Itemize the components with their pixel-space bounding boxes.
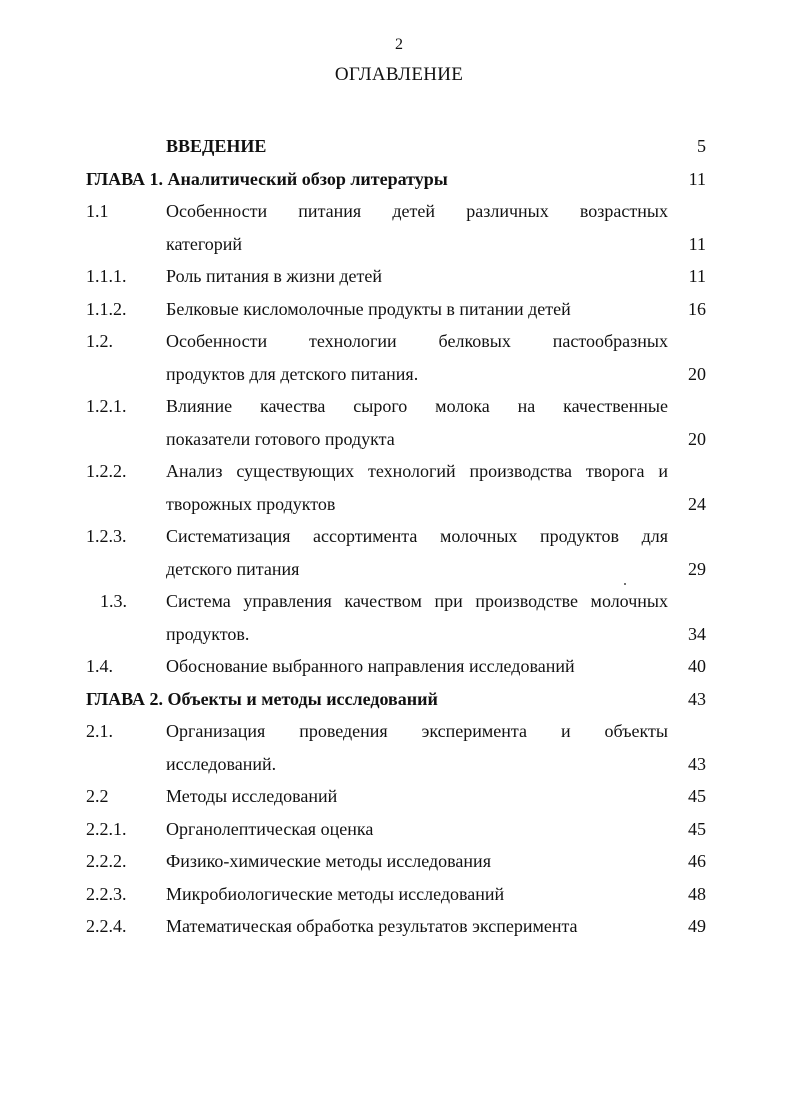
entry-page: 16 xyxy=(688,298,706,319)
entry-title-line1: Организация проведения эксперимента и объекты xyxy=(166,721,668,741)
page-title: ОГЛАВЛЕНИЕ xyxy=(334,64,464,85)
entry-title-line2: показатели готового продукта xyxy=(166,428,395,449)
entry-title-line2: исследований. xyxy=(166,753,277,774)
entry-title-line2: категорий xyxy=(166,233,243,254)
toc-entry-intro xyxy=(86,130,706,163)
toc-entry xyxy=(86,325,706,390)
entry-title-line2: продуктов для детского питания. xyxy=(166,363,419,384)
scan-speck xyxy=(624,583,626,585)
entry-page: 11 xyxy=(688,233,706,254)
entry-number: 1.4. xyxy=(86,656,113,676)
entry-page: 24 xyxy=(688,493,706,514)
entry-page: 20 xyxy=(688,363,706,384)
entry-page: 40 xyxy=(688,656,706,676)
entry-page: 45 xyxy=(688,818,706,839)
entry-number: 1.1 xyxy=(86,201,109,221)
entry-title: Органолептическая оценка xyxy=(166,818,374,839)
entry-number: 1.2.2. xyxy=(86,461,127,481)
entry-page: 11 xyxy=(688,266,706,286)
entry-page: 29 xyxy=(688,558,706,579)
entry-number: 1.1.2. xyxy=(86,298,127,319)
toc-entry xyxy=(86,715,706,780)
entry-title: Математическая обработка результатов эксперимента xyxy=(166,916,578,936)
entry-number: 2.2.2. xyxy=(86,851,127,871)
entry-page: 5 xyxy=(697,136,706,156)
entry-title xyxy=(166,520,668,585)
entry-title xyxy=(166,585,668,650)
entry-page: 48 xyxy=(688,883,706,904)
entry-number: 1.1.1. xyxy=(86,266,127,286)
toc-entry xyxy=(86,650,706,683)
toc-entry xyxy=(86,585,706,650)
entry-number: 2.2 xyxy=(86,786,109,806)
entry-title-line1: Система управления качеством при производстве молочных xyxy=(166,591,668,611)
entry-number: 2.2.1. xyxy=(86,818,127,839)
chapter-page: 43 xyxy=(688,688,706,709)
entry-title-line1: Анализ существующих технологий производства творога и xyxy=(166,461,668,481)
entry-page: 34 xyxy=(688,623,706,644)
toc-entry xyxy=(86,813,706,846)
entry-title-line1: Влияние качества сырого молока на качественные xyxy=(166,396,668,416)
entry-title: Методы исследований xyxy=(166,786,338,806)
toc-entry xyxy=(86,260,706,293)
entry-title: Физико-химические методы исследования xyxy=(166,851,491,871)
entry-title-line1: Особенности технологии белковых пастообразных xyxy=(166,331,668,351)
toc-chapter-2 xyxy=(86,683,706,716)
toc-entry xyxy=(86,455,706,520)
entry-title: Роль питания в жизни детей xyxy=(166,266,382,286)
toc-entry xyxy=(86,878,706,911)
entry-page: 20 xyxy=(688,428,706,449)
entry-title-line2: творожных продуктов xyxy=(166,493,336,514)
toc-entry xyxy=(86,910,706,943)
entry-page: 46 xyxy=(688,851,706,871)
toc-entry xyxy=(86,780,706,813)
toc-entry xyxy=(86,293,706,326)
entry-number: 2.2.3. xyxy=(86,883,127,904)
entry-title-line2: детского питания xyxy=(166,558,300,579)
toc-entry xyxy=(86,195,706,260)
entry-title: Микробиологические методы исследований xyxy=(166,883,505,904)
entry-number: 1.2.1. xyxy=(86,396,127,416)
entry-title xyxy=(166,195,668,260)
chapter-title: ГЛАВА 1. Аналитический обзор литературы xyxy=(86,168,448,189)
entry-title-line1: Систематизация ассортимента молочных продуктов для xyxy=(166,526,668,546)
entry-title xyxy=(166,455,668,520)
chapter-title: ГЛАВА 2. Объекты и методы исследований xyxy=(86,688,438,709)
entry-number: 1.2.3. xyxy=(86,526,127,546)
entry-title xyxy=(166,715,668,780)
entry-number: 2.2.4. xyxy=(86,916,127,936)
entry-title-line1: Особенности питания детей различных возрастных xyxy=(166,201,668,221)
entry-title: Белковые кисломолочные продукты в питании детей xyxy=(166,298,571,319)
toc-chapter-1 xyxy=(86,163,706,196)
entry-page: 45 xyxy=(688,786,706,806)
entry-title xyxy=(166,325,668,390)
entry-number: 2.1. xyxy=(86,721,113,741)
entry-title-line2: продуктов. xyxy=(166,623,250,644)
chapter-page: 11 xyxy=(688,168,706,189)
entry-number: 1.3. xyxy=(100,591,127,611)
page-number: 2 xyxy=(395,36,403,53)
entry-title xyxy=(166,390,668,455)
toc-entry xyxy=(86,845,706,878)
entry-page: 49 xyxy=(688,916,706,936)
entry-title: ВВЕДЕНИЕ xyxy=(166,136,267,156)
entry-number: 1.2. xyxy=(86,331,113,351)
table-of-contents xyxy=(86,130,706,943)
entry-title: Обоснование выбранного направления исследований xyxy=(166,656,575,676)
toc-entry xyxy=(86,520,706,585)
toc-entry xyxy=(86,390,706,455)
entry-page: 43 xyxy=(688,753,706,774)
